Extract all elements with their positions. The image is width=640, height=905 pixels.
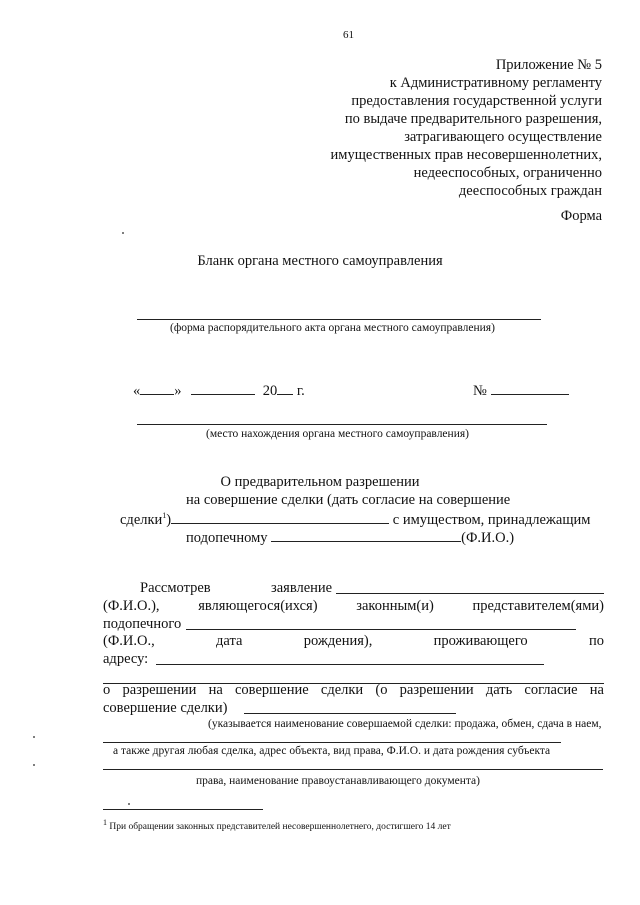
address-blank bbox=[156, 664, 544, 665]
body-word: законным(и) bbox=[356, 598, 434, 614]
deal-detail-line-2 bbox=[103, 769, 603, 770]
deal-blank[interactable] bbox=[171, 511, 389, 524]
year-blank[interactable] bbox=[277, 382, 293, 395]
appendix-line: имущественных прав несовершеннолетних, bbox=[330, 147, 602, 163]
body-word: на bbox=[589, 682, 604, 698]
footnote-text: При обращении законных представителей несовершеннолетнего, достигшего 14 лет bbox=[109, 822, 451, 833]
decision-title-line2: на совершение сделки (дать согласие на совершение bbox=[186, 492, 511, 508]
month-blank[interactable] bbox=[191, 382, 255, 395]
body-row-birthdate bbox=[103, 633, 604, 650]
fio-label: (Ф.И.О.) bbox=[461, 530, 515, 546]
application-word: заявление bbox=[271, 580, 333, 596]
address-label: адресу: bbox=[103, 651, 149, 667]
body-word: согласие bbox=[524, 682, 578, 698]
page-number: 61 bbox=[343, 29, 354, 41]
scan-speck bbox=[33, 736, 35, 738]
close-quote: » bbox=[174, 383, 182, 399]
appendix-line: Приложение № 5 bbox=[495, 57, 602, 73]
date-field bbox=[133, 382, 305, 400]
decision-title-line4 bbox=[186, 529, 514, 547]
appendix-header bbox=[331, 56, 602, 200]
appendix-line: затрагивающего осуществление bbox=[404, 129, 602, 145]
act-form-line bbox=[137, 319, 541, 320]
appendix-line: по выдаче предварительного разрешения, bbox=[344, 111, 602, 127]
body-word: совершение bbox=[235, 682, 309, 698]
body-word: разрешении bbox=[122, 682, 197, 698]
body-word: представителем(ями) bbox=[472, 598, 604, 614]
day-blank[interactable] bbox=[140, 382, 174, 395]
appendix-line: дееспособных граждан bbox=[458, 183, 602, 199]
footnote-separator bbox=[103, 809, 263, 810]
body-word: (Ф.И.О.), bbox=[103, 598, 160, 614]
appendix-line: к Административному регламенту bbox=[389, 75, 602, 91]
body-word: о bbox=[103, 682, 111, 698]
footnote bbox=[103, 818, 451, 832]
title-document-caption: права, наименование правоустанавливающего документа) bbox=[196, 775, 480, 787]
deal-type-caption: (указывается наименование совершаемой сделки: продажа, обмен, сдача в наем, bbox=[208, 718, 602, 730]
open-quote: « bbox=[133, 383, 141, 399]
body-row-permission bbox=[103, 682, 604, 699]
deal-word: сделки bbox=[120, 512, 163, 528]
deal-detail-caption: а также другая любая сделка, адрес объекта, вид права, Ф.И.О. и дата рождения субъекта bbox=[113, 745, 551, 757]
ward-word: подопечному bbox=[186, 530, 268, 546]
body-word: (Ф.И.О., bbox=[103, 633, 155, 649]
scan-speck bbox=[33, 764, 35, 766]
decision-title-line1: О предварительном разрешении bbox=[220, 474, 420, 490]
body-word: (о bbox=[375, 682, 388, 698]
number-sign: № bbox=[473, 383, 487, 399]
footnote-mark: 1 bbox=[103, 818, 107, 827]
body-word: по bbox=[588, 633, 604, 649]
body-word: дать bbox=[485, 682, 513, 698]
body-word: разрешении bbox=[399, 682, 474, 698]
considered-word: Рассмотрев bbox=[140, 580, 211, 596]
act-form-caption: (форма распорядительного акта органа местного самоуправления) bbox=[170, 322, 495, 334]
appendix-line: недееспособных, ограниченно bbox=[413, 165, 602, 181]
ward-name-blank[interactable] bbox=[271, 529, 461, 542]
year-prefix: 20 bbox=[262, 383, 278, 399]
location-line bbox=[137, 424, 547, 425]
scan-speck bbox=[122, 232, 124, 234]
scan-speck bbox=[128, 803, 130, 805]
application-blank bbox=[336, 593, 604, 594]
footnote-reference: 1 bbox=[162, 511, 167, 521]
ward-blank bbox=[186, 629, 576, 630]
blank-title: Бланк органа местного самоуправления bbox=[197, 253, 443, 269]
closing-paren: ) bbox=[166, 512, 172, 528]
body-word: рождения), bbox=[303, 633, 373, 649]
deal-detail-line-1 bbox=[103, 742, 561, 743]
ward-label: подопечного bbox=[103, 616, 182, 632]
appendix-line: предоставления государственной услуги bbox=[351, 93, 602, 109]
form-label: Форма bbox=[560, 208, 602, 224]
decision-title-line3 bbox=[120, 511, 590, 529]
year-suffix: г. bbox=[296, 383, 305, 399]
body-word: проживающего bbox=[433, 633, 528, 649]
body-row-representative bbox=[103, 598, 604, 615]
number-blank[interactable] bbox=[491, 382, 569, 395]
deal-commit-label: совершение сделки) bbox=[103, 700, 228, 716]
body-word: являющегося(ихся) bbox=[198, 598, 318, 614]
document-number-field bbox=[473, 382, 569, 400]
deal-commit-blank bbox=[244, 713, 456, 714]
body-word: на bbox=[208, 682, 223, 698]
property-phrase: с имуществом, принадлежащим bbox=[392, 512, 591, 528]
body-word: сделки bbox=[320, 682, 364, 698]
body-word: дата bbox=[216, 633, 243, 649]
location-caption: (место нахождения органа местного самоуправления) bbox=[206, 428, 469, 440]
